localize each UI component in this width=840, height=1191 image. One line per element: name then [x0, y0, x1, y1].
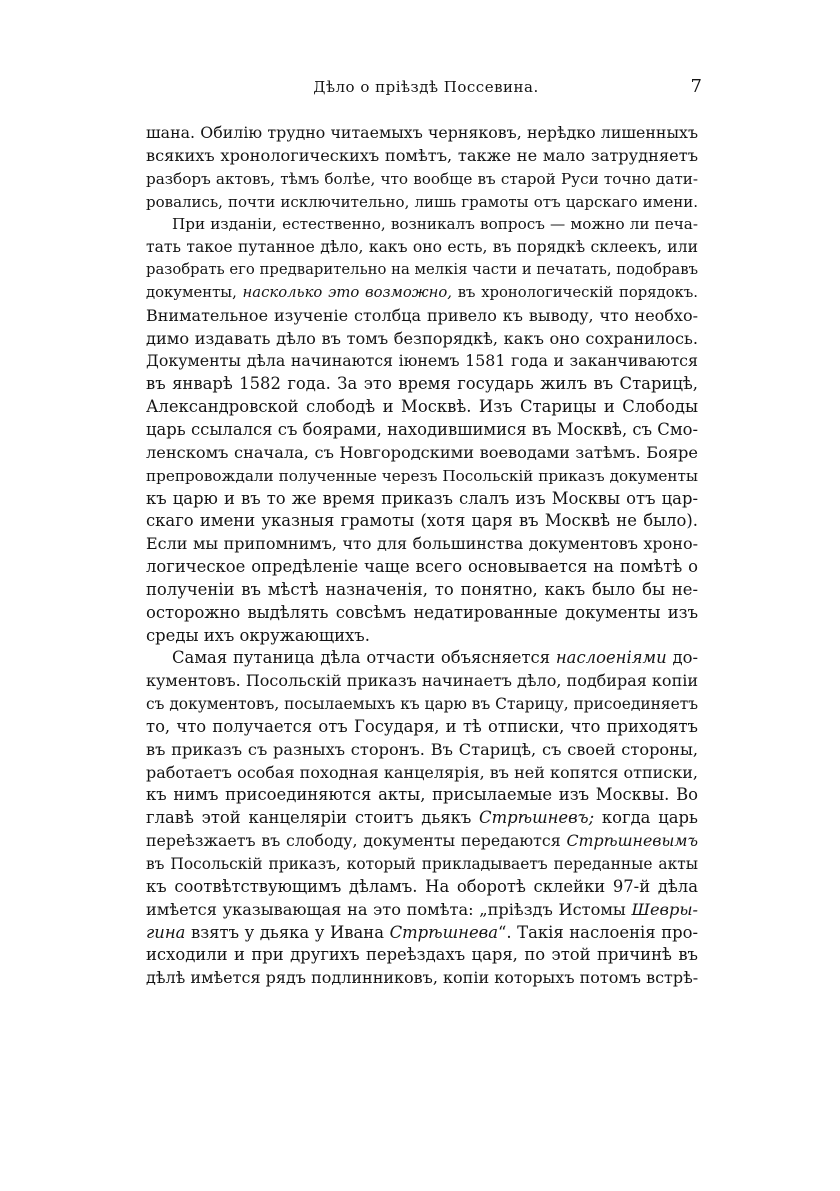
- text-line: къ нимъ присоединяются акты, присылаемые изъ Москвы. Во: [146, 785, 698, 805]
- text-run: имѣется указывающая на это помѣта: „пріѣздъ Истомы: [146, 899, 626, 919]
- italic-phrase: гина: [146, 922, 186, 942]
- text-line: работаетъ особая походная канцелярія, въ ней копятся отписки,: [146, 762, 698, 782]
- italic-phrase: насколько это возможно,: [242, 283, 452, 301]
- text-line: къ соотвѣтствующимъ дѣламъ. На оборотѣ склейки 97-й дѣла: [146, 876, 698, 896]
- page-header: [150, 78, 702, 104]
- italic-phrase: наслоеніями: [555, 648, 667, 668]
- italic-phrase: Шевры-: [631, 899, 698, 919]
- text-line: среды ихъ окружающихъ.: [146, 625, 370, 645]
- text-run: когда царь: [601, 808, 698, 828]
- text-line: логическое опредѣленіе чаще всего основывается на помѣтѣ о: [146, 557, 698, 577]
- text-line: При изданіи, естественно, возникалъ вопросъ — можно ли печа-: [172, 215, 698, 234]
- text-line: скаго имени указныя грамоты (хотя царя въ Москвѣ не было).: [146, 511, 698, 531]
- text-line: исходили и при другихъ переѣздахъ царя, по этой причинѣ въ: [146, 945, 698, 965]
- text-line: [146, 807, 698, 830]
- text-run: документы,: [146, 283, 237, 301]
- text-line: ленскомъ сначала, съ Новгородскими воеводами затѣмъ. Бояре: [146, 442, 698, 462]
- text-run: до-: [672, 648, 698, 668]
- text-line: Если мы припомнимъ, что для большинства документовъ хроно-: [146, 534, 698, 554]
- text-line: [146, 647, 698, 670]
- italic-phrase: Стрѣшневымъ: [566, 831, 698, 851]
- body-text: [146, 122, 698, 990]
- text-run: переѣзжаетъ въ слободу, документы передаются: [146, 831, 561, 851]
- text-line: въ приказъ съ разныхъ сторонъ. Въ Старицѣ, съ своей стороны,: [146, 739, 698, 759]
- text-run: “. Такія наслоенія про-: [497, 922, 699, 942]
- text-run: главѣ этой канцеляріи стоитъ дьякъ: [146, 808, 472, 828]
- text-line: [146, 899, 698, 922]
- text-run: Самая путаница дѣла отчасти объясняется: [172, 648, 551, 668]
- text-line: препровождали полученные черезъ Посольскій приказъ документы: [146, 466, 698, 485]
- italic-phrase: Стрѣшневъ;: [479, 808, 595, 828]
- text-line: къ царю и въ то же время приказъ слалъ изъ Москвы отъ цар-: [146, 488, 698, 508]
- text-run: взятъ у дьяка у Ивана: [191, 922, 384, 942]
- italic-phrase: Стрѣшнева: [389, 922, 498, 942]
- text-line: Документы дѣла начинаются іюнемъ 1581 года и заканчиваются: [146, 351, 698, 371]
- text-line: дѣлѣ имѣется рядъ подлинниковъ, копіи которыхъ потомъ встрѣ-: [146, 968, 699, 988]
- text-line: съ документовъ, посылаемыхъ къ царю въ Старицу, присоединяетъ: [146, 695, 698, 714]
- text-line: въ Посольскій приказъ, который прикладываетъ переданные акты: [146, 855, 698, 873]
- text-line: царь ссылался съ боярами, находившимися въ Москвѣ, съ Смо-: [146, 419, 698, 439]
- text-line: осторожно выдѣлять совсѣмъ недатированные документы изъ: [146, 602, 698, 622]
- text-line: разобрать его предварительно на мелкія части и печатать, подобравъ: [146, 261, 699, 279]
- text-line: всякихъ хронологическихъ помѣтъ, также не мало затрудняетъ: [146, 145, 698, 165]
- text-line: Внимательное изученіе столбца привело къ выводу, что необхо-: [146, 305, 698, 325]
- text-line: Александровской слободѣ и Москвѣ. Изъ Старицы и Слободы: [146, 397, 698, 417]
- text-line: [146, 922, 698, 945]
- text-run: въ хронологическій порядокъ.: [457, 283, 698, 301]
- text-line: полученіи въ мѣстѣ назначенія, то понятно, какъ было бы не-: [146, 579, 698, 599]
- page-number: 7: [690, 76, 702, 97]
- text-line: тать такое путанное дѣло, какъ оно есть, въ порядкѣ склеекъ, или: [146, 238, 698, 257]
- text-line: шана. Обилію трудно читаемыхъ черняковъ, нерѣдко лишенныхъ: [146, 123, 698, 142]
- text-line: ровались, почти исключительно, лишь грамоты отъ царскаго имени.: [146, 192, 698, 211]
- text-line: кументовъ. Посольскій приказъ начинаетъ дѣло, подбирая копіи: [146, 671, 699, 691]
- text-line: разборъ актовъ, тѣмъ болѣе, что вообще въ старой Руси точно дати-: [146, 169, 698, 188]
- text-line: [146, 830, 698, 853]
- text-line: въ январѣ 1582 года. За это время государь жилъ въ Старицѣ,: [146, 374, 698, 394]
- text-line: то, что получается отъ Государя, и тѣ отписки, что приходятъ: [146, 716, 698, 736]
- text-line: [146, 282, 698, 305]
- running-title: Дѣло о пріѣздѣ Поссевина.: [313, 78, 539, 96]
- text-line: димо издавать дѣло въ томъ безпорядкѣ, какъ оно сохранилось.: [146, 328, 698, 348]
